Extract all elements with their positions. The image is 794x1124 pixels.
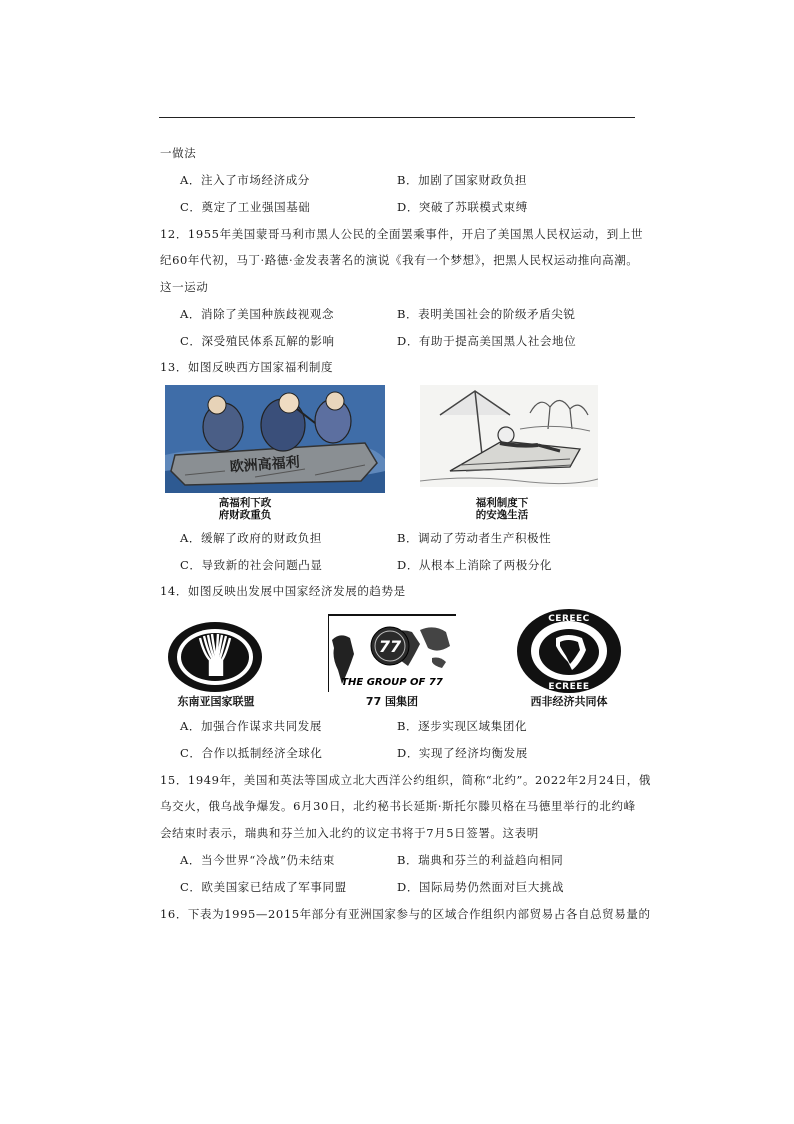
ecowas-bottom-text: ECREEE [548,682,590,692]
q12-option-c: C．深受殖民体系瓦解的影响 [180,334,335,348]
q13-left-caption-line-1: 高福利下政 [218,497,272,509]
header-rule [159,117,635,118]
q12-stem-line-3: 这一运动 [160,280,209,294]
q11-option-a: A．注入了市场经济成分 [180,173,310,187]
q12-option-d: D．有助于提高美国黑人社会地位 [397,334,577,348]
q14-option-b: B．逐步实现区域集团化 [397,719,528,733]
g77-banner-text: THE GROUP OF 77 [341,677,443,688]
q14-option-d: D．实现了经济均衡发展 [397,746,528,760]
q11-option-d: D．突破了苏联模式束缚 [397,200,528,214]
q15-option-c: C．欧美国家已结成了军事同盟 [180,880,347,894]
q13-option-a: A．缓解了政府的财政负担 [180,531,323,545]
q15-stem-line-2: 乌交火，俄乌战争爆发。6月30日，北约秘书长延斯·斯托尔滕贝格在马德里举行的北约峰 [160,799,636,813]
q15-option-d: D．国际局势仍然面对巨大挑战 [397,880,565,894]
ecowas-caption: 西非经济共同体 [530,695,608,708]
q11-option-b: B．加剧了国家财政负担 [397,173,528,187]
q15-option-b: B．瑞典和芬兰的利益趋向相同 [397,853,564,867]
q14-option-a: A．加强合作谋求共同发展 [180,719,323,733]
q13-right-caption-line-1: 福利制度下 [475,497,529,509]
q11-option-c: C．奠定了工业强国基础 [180,200,311,214]
q13-right-caption-line-2: 的安逸生活 [475,509,529,521]
asean-caption: 东南亚国家联盟 [177,695,255,708]
q14-option-c: C．合作以抵制经济全球化 [180,746,323,760]
g77-logo [328,614,456,692]
q13-stem: 13．如图反映西方国家福利制度 [160,360,334,374]
welfare-leisure-cartoon [420,385,598,487]
q12-option-b: B．表明美国社会的阶级矛盾尖锐 [397,307,576,321]
g77-logo-number: 77 [378,637,402,656]
q12-stem-line-1: 12．1955年美国蒙哥马利市黑人公民的全面罢乘事件，开启了美国黑人民权运动，到上世 [160,227,644,241]
q12-stem-line-2: 纪60年代初，马丁·路德·金发表著名的演说《我有一个梦想》，把黑人民权运动推向高潮。 [160,253,639,267]
q15-stem-line-3: 会结束时表示，瑞典和芬兰加入北约的议定书将于7月5日签署。这表明 [160,826,539,840]
q15-option-a: A．当今世界“冷战”仍未结束 [180,853,335,867]
q12-option-a: A．消除了美国种族歧视观念 [180,307,335,321]
ecowas-logo [516,608,622,694]
welfare-rock-sign: 欧洲高福利 [229,454,301,476]
q11-continuation: 一做法 [160,146,197,160]
q15-stem-line-1: 15．1949年，美国和英法等国成立北大西洋公约组织，简称“北约”。2022年2月24日，俄 [160,773,651,787]
asean-logo [166,620,264,694]
welfare-burden-cartoon [165,385,385,493]
q13-option-d: D．从根本上消除了两极分化 [397,558,553,572]
ecowas-top-text: CEREEC [548,614,590,624]
g77-caption: 77 国集团 [365,695,419,708]
q13-option-b: B．调动了劳动者生产积极性 [397,531,552,545]
q16-stem-line-1: 16．下表为1995—2015年部分有亚洲国家参与的区域合作组织内部贸易占各自总贸易量的 [160,907,651,921]
q13-left-caption-line-2: 府财政重负 [218,509,272,521]
q14-stem: 14．如图反映出发展中国家经济发展的趋势是 [160,584,406,598]
q13-option-c: C．导致新的社会问题凸显 [180,558,323,572]
